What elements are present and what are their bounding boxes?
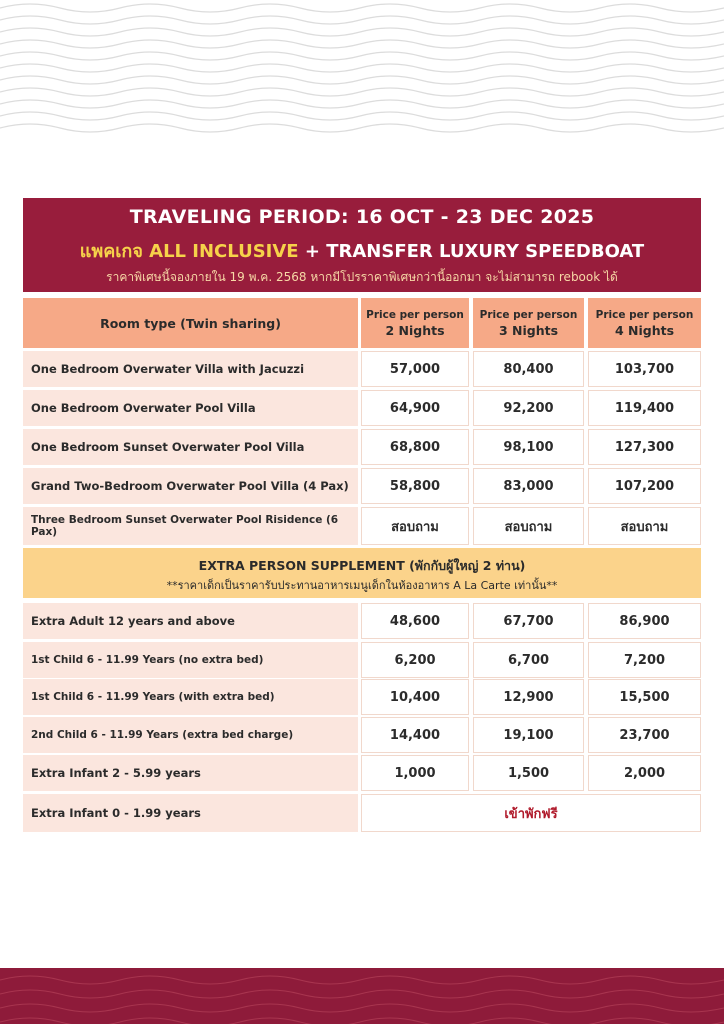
room-name: Grand Two-Bedroom Overwater Pool Villa (4 Pax): [23, 468, 358, 504]
room-type-header: Room type (Twin sharing): [23, 298, 358, 348]
room-price-3-nights: สอบถาม: [473, 507, 584, 545]
room-price-2-nights: 68,800: [361, 429, 469, 465]
extra-person-supplement-header: [23, 548, 701, 598]
extra-price-2-nights: 14,400: [361, 717, 469, 753]
room-price-4-nights: 127,300: [588, 429, 701, 465]
column-header-label: Price per person: [595, 308, 694, 321]
package-all-inclusive: แพคเกจ ALL INCLUSIVE: [79, 241, 299, 262]
extra-price-4-nights: 7,200: [588, 642, 701, 678]
extra-price-4-nights: 15,500: [588, 679, 701, 715]
bottom-decorative-band: [0, 968, 724, 1024]
package-header: [23, 198, 701, 292]
room-price-2-nights: 64,900: [361, 390, 469, 426]
extra-price-3-nights: 67,700: [473, 603, 584, 639]
extra-person-type: 2nd Child 6 - 11.99 Years (extra bed charge): [23, 717, 358, 753]
column-header-label: Price per person: [479, 308, 578, 321]
extra-price-3-nights: 1,500: [473, 755, 584, 791]
extra-price-4-nights: 2,000: [588, 755, 701, 791]
room-price-4-nights: 107,200: [588, 468, 701, 504]
extra-price-2-nights: 6,200: [361, 642, 469, 678]
extra-person-type: Extra Adult 12 years and above: [23, 603, 358, 639]
package-plus: +: [304, 241, 320, 262]
extra-person-type: 1st Child 6 - 11.99 Years (no extra bed): [23, 642, 358, 678]
extra-price-4-nights: 23,700: [588, 717, 701, 753]
traveling-period-title: TRAVELING PERIOD: 16 OCT - 23 DEC 2025: [129, 206, 595, 228]
column-header-3-nights: [473, 298, 584, 348]
infant-free-stay: เข้าพักฟรี: [361, 794, 701, 832]
room-price-4-nights: สอบถาม: [588, 507, 701, 545]
room-price-3-nights: 98,100: [473, 429, 584, 465]
room-name: One Bedroom Overwater Pool Villa: [23, 390, 358, 426]
extra-price-3-nights: 6,700: [473, 642, 584, 678]
booking-note: ราคาพิเศษนี้จองภายใน 19 พ.ค. 2568 หากมีโปรราคาพิเศษกว่านี้ออกมา จะไม่สามารถ rebook ได้: [106, 270, 618, 284]
room-name: One Bedroom Sunset Overwater Pool Villa: [23, 429, 358, 465]
column-header-nights: 2 Nights: [385, 322, 445, 338]
package-subtitle: [23, 236, 701, 265]
room-price-3-nights: 83,000: [473, 468, 584, 504]
extra-price-2-nights: 1,000: [361, 755, 469, 791]
room-name: Three Bedroom Sunset Overwater Pool Risidence (6 Pax): [23, 507, 358, 545]
package-transfer: TRANSFER LUXURY SPEEDBOAT: [326, 241, 645, 262]
extra-price-3-nights: 12,900: [473, 679, 584, 715]
extra-person-type: 1st Child 6 - 11.99 Years (with extra bed): [23, 679, 358, 715]
extra-person-type: Extra Infant 2 - 5.99 years: [23, 755, 358, 791]
extra-price-2-nights: 10,400: [361, 679, 469, 715]
column-header-label: Price per person: [366, 308, 464, 321]
extra-price-4-nights: 86,900: [588, 603, 701, 639]
room-name: One Bedroom Overwater Villa with Jacuzzi: [23, 351, 358, 387]
room-price-4-nights: 103,700: [588, 351, 701, 387]
room-price-3-nights: 80,400: [473, 351, 584, 387]
column-header-nights: 4 Nights: [614, 322, 675, 338]
column-header-2-nights: [361, 298, 469, 348]
room-price-2-nights: 57,000: [361, 351, 469, 387]
column-header-nights: 3 Nights: [498, 322, 559, 338]
extra-person-type: Extra Infant 0 - 1.99 years: [23, 794, 358, 832]
room-price-3-nights: 92,200: [473, 390, 584, 426]
extra-supplement-title: EXTRA PERSON SUPPLEMENT (พักกับผู้ใหญ่ 2 ท่าน): [198, 558, 526, 573]
room-price-2-nights: 58,800: [361, 468, 469, 504]
column-header-4-nights: [588, 298, 701, 348]
extra-supplement-note: **ราคาเด็กเป็นราคารับประทานอาหารเมนูเด็กในห้องอาหาร A La Carte เท่านั้น**: [166, 579, 558, 592]
extra-price-2-nights: 48,600: [361, 603, 469, 639]
extra-price-3-nights: 19,100: [473, 717, 584, 753]
room-price-2-nights: สอบถาม: [361, 507, 469, 545]
decorative-wave-pattern: [0, 0, 724, 140]
room-price-4-nights: 119,400: [588, 390, 701, 426]
